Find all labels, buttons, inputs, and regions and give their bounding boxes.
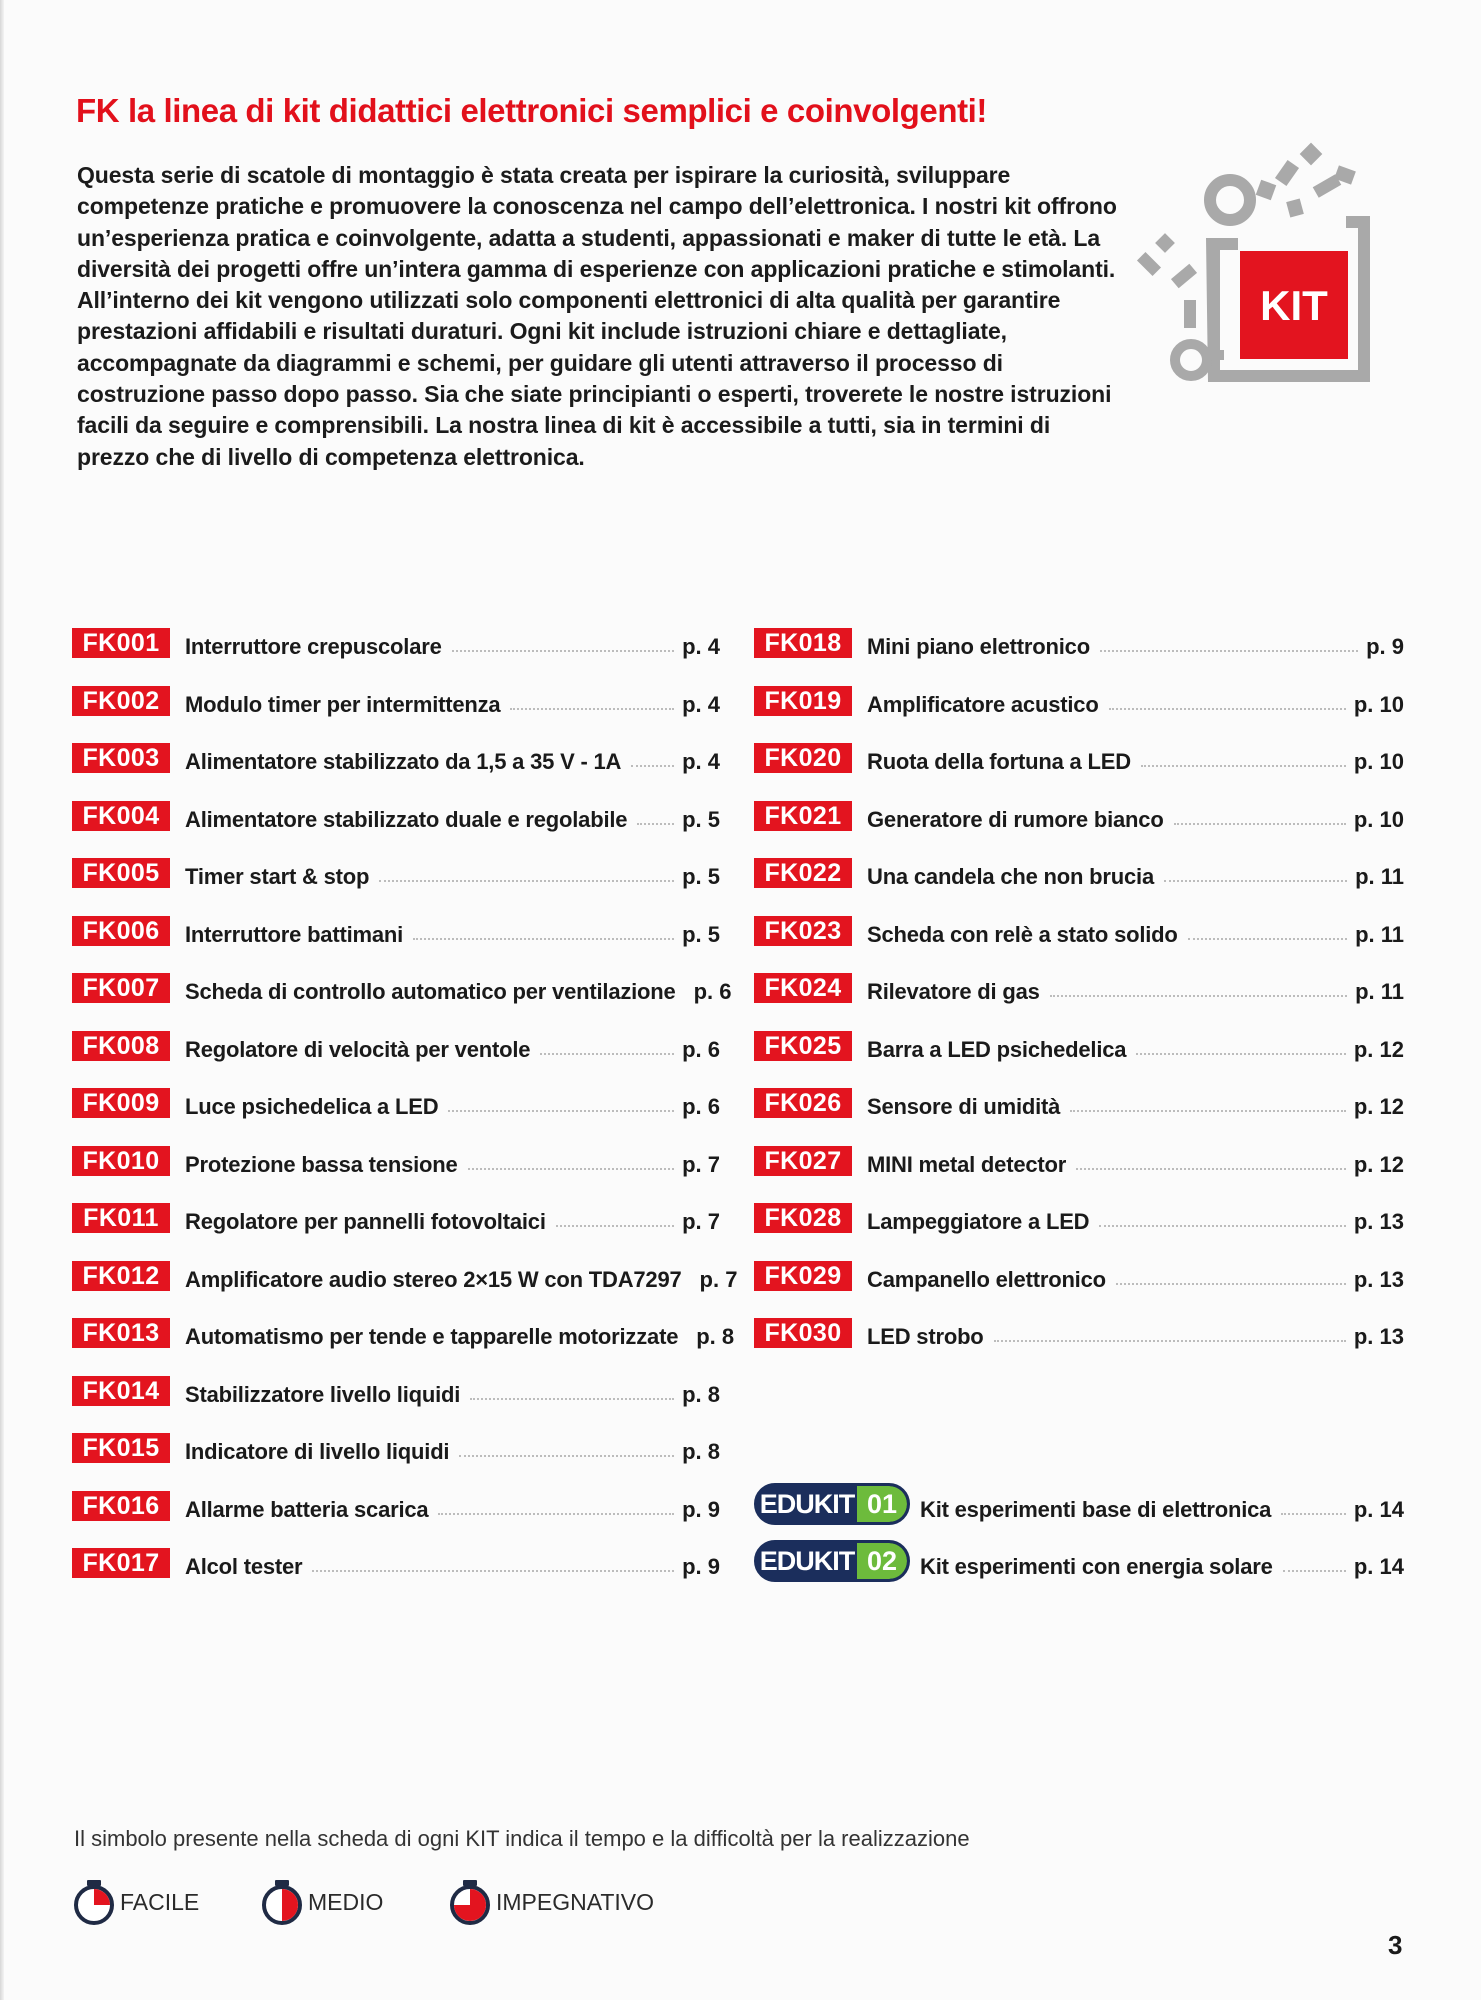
toc-row-fk028[interactable] <box>754 1205 1404 1239</box>
kit-page-ref: p. 4 <box>682 749 720 774</box>
toc-row-fk007[interactable] <box>72 974 732 1009</box>
toc-row-fk020[interactable] <box>754 745 1404 779</box>
edukit-number: 01 <box>857 1486 907 1522</box>
kit-code-badge: FK006 <box>72 916 170 946</box>
toc-row-fk009[interactable] <box>72 1090 720 1124</box>
toc-row-fk022[interactable] <box>754 860 1404 894</box>
kit-title: Luce psichedelica a LED <box>185 1094 439 1119</box>
intro-paragraph: Questa serie di scatole di montaggio è stata creata per ispirare la curiosità, sviluppare competenze pratiche e promuovere la conoscenza nel campo dell’elettronica. I nostri kit offrono un’esperienza pratica e coinvolgente, adatta a studenti, appassionati e maker di tutte le età. La diversità dei progetti offre un’intera gamma di esperienze con applicazioni pratiche e stimolanti. All’interno dei kit vengono utilizzati solo componenti elettronici di alta qualità per garantire prestazioni affidabili e risultati duraturi. Ogni kit include istruzioni chiare e dettagliate, accompagnate da diagrammi e schemi, per guidare gli utenti attraverso il processo di costruzione passo dopo passo. Sia che siate principianti o esperti, troverete le nostre istruzioni facili da seguire e comprensibili. La nostra linea di kit è accessibile a tutti, sia in termini di prezzo che di livello di competenza elettronica. <box>77 162 1117 470</box>
kit-title: Timer start & stop <box>185 864 370 889</box>
kit-title: Amplificatore audio stereo 2×15 W con TDA7297 <box>185 1266 682 1292</box>
kit-page-ref: p. 11 <box>1355 864 1404 889</box>
kit-code-badge: FK010 <box>72 1146 170 1176</box>
kit-page-ref: p. 9 <box>682 1554 720 1579</box>
edukit-brand: EDUKIT <box>759 1488 855 1519</box>
leader-dots <box>637 823 674 825</box>
toc-row-edukit01[interactable] <box>754 1488 1404 1527</box>
leader-dots <box>1164 880 1347 882</box>
difficulty-legend-text: Il simbolo presente nella scheda di ogni KIT indica il tempo e la difficoltà per la realizzazione <box>74 1826 970 1851</box>
toc-row-fk025[interactable] <box>754 1033 1404 1067</box>
leader-dots <box>631 765 674 767</box>
legend-label: IMPEGNATIVO <box>496 1888 655 1915</box>
toc-row-fk030[interactable] <box>754 1320 1404 1354</box>
toc-row-fk011[interactable] <box>72 1205 720 1239</box>
leader-dots <box>556 1225 674 1227</box>
stopwatch-three-quarter-icon <box>448 1878 492 1926</box>
toc-row-fk010[interactable] <box>72 1148 720 1182</box>
kit-code-badge: FK007 <box>72 973 170 1003</box>
kit-title: Scheda di controllo automatico per ventilazione <box>185 979 676 1004</box>
kit-code-badge: FK028 <box>754 1203 852 1233</box>
kit-page-ref: p. 10 <box>1353 691 1404 717</box>
legend-item-impegnativo <box>448 1878 654 1926</box>
kit-page-ref: p. 9 <box>682 1496 720 1522</box>
stopwatch-quarter-icon <box>72 1878 116 1926</box>
kit-page-ref: p. 14 <box>1353 1496 1404 1522</box>
leader-dots <box>468 1168 675 1170</box>
kit-page-ref: p. 13 <box>1353 1324 1404 1349</box>
page-title: FK la linea di kit didattici elettronici semplici e coinvolgenti! <box>76 92 988 129</box>
kit-code-badge: FK024 <box>754 973 852 1003</box>
toc-row-fk029[interactable] <box>754 1263 1404 1297</box>
kit-code-badge: FK004 <box>72 801 170 831</box>
kit-page-ref: p. 8 <box>696 1324 735 1349</box>
leader-dots <box>379 880 674 882</box>
kit-code-badge: FK014 <box>72 1376 170 1406</box>
kit-logo-label: KIT <box>1260 282 1328 329</box>
kit-page-ref: p. 9 <box>1366 634 1404 659</box>
kit-code-badge: FK020 <box>754 743 852 773</box>
kit-title: Regolatore per pannelli fotovoltaici <box>185 1209 546 1234</box>
legend-item-medio <box>260 1878 383 1926</box>
kit-page-ref: p. 8 <box>682 1381 720 1407</box>
kit-code-badge: FK023 <box>754 916 852 946</box>
kit-title: Kit esperimenti base di elettronica <box>920 1496 1272 1522</box>
toc-row-fk017[interactable] <box>72 1550 720 1584</box>
leader-dots <box>1070 1110 1346 1112</box>
toc-row-fk004[interactable] <box>72 803 720 837</box>
kit-code-badge: FK022 <box>754 858 852 888</box>
leader-dots <box>459 1455 674 1457</box>
leader-dots <box>1116 1283 1346 1285</box>
toc-row-fk005[interactable] <box>72 860 720 894</box>
kit-title: Amplificatore acustico <box>867 691 1099 717</box>
kit-code-badge: FK002 <box>72 686 170 716</box>
kit-title: Scheda con relè a stato solido <box>867 921 1178 947</box>
leader-dots <box>1281 1513 1346 1515</box>
toc-row-fk026[interactable] <box>754 1090 1404 1124</box>
kit-page-ref: p. 7 <box>682 1209 720 1234</box>
legend-label: MEDIO <box>308 1888 384 1915</box>
kit-title: Alimentatore stabilizzato duale e regolabile <box>185 806 628 832</box>
edukit-badge <box>754 1540 910 1582</box>
toc-row-fk016[interactable] <box>72 1493 720 1527</box>
leader-dots <box>994 1340 1346 1342</box>
toc-row-edukit02[interactable] <box>754 1546 1404 1584</box>
kit-code-badge: FK016 <box>72 1491 170 1521</box>
kit-page-ref: p. 11 <box>1355 979 1404 1004</box>
kit-title: Stabilizzatore livello liquidi <box>185 1381 461 1407</box>
toc-row-fk027[interactable] <box>754 1148 1404 1182</box>
kit-title: Regolatore di velocità per ventole <box>185 1036 531 1062</box>
difficulty-legend <box>72 1878 772 1926</box>
edukit-brand: EDUKIT <box>759 1546 855 1576</box>
leader-dots <box>1109 708 1346 710</box>
kit-page-ref: p. 10 <box>1353 806 1404 832</box>
kit-title: Una candela che non brucia <box>867 864 1154 889</box>
leader-dots <box>1174 823 1346 825</box>
toc-row-fk024[interactable] <box>754 975 1404 1009</box>
toc-row-fk003[interactable] <box>72 745 720 779</box>
kit-title: Lampeggiatore a LED <box>867 1209 1090 1234</box>
kit-page-ref: p. 5 <box>682 921 720 947</box>
kit-code-badge: FK021 <box>754 801 852 831</box>
kit-code-badge: FK008 <box>72 1031 170 1061</box>
kit-title: Kit esperimenti con energia solare <box>920 1554 1273 1579</box>
leader-dots <box>1136 1053 1346 1055</box>
page-number: 3 <box>1388 1930 1403 1960</box>
kit-page-ref: p. 4 <box>682 634 720 659</box>
toc-row-fk008[interactable] <box>72 1033 720 1067</box>
kit-code-badge: FK026 <box>754 1088 852 1118</box>
kit-page-ref: p. 11 <box>1355 921 1404 947</box>
kit-title: LED strobo <box>867 1324 984 1349</box>
legend-label: FACILE <box>120 1888 200 1915</box>
kit-code-badge: FK011 <box>72 1203 170 1233</box>
toc-row-fk014[interactable] <box>72 1378 720 1412</box>
kit-code-badge: FK009 <box>72 1088 170 1118</box>
leader-dots <box>1099 1225 1346 1227</box>
kit-title: MINI metal detector <box>867 1151 1067 1177</box>
kit-title: Sensore di umidità <box>867 1094 1061 1119</box>
kit-page-ref: p. 7 <box>682 1151 720 1177</box>
kit-page-ref: p. 12 <box>1353 1151 1404 1177</box>
leader-dots <box>1100 650 1358 652</box>
kit-page-ref: p. 13 <box>1353 1266 1404 1292</box>
kit-page-ref: p. 6 <box>682 1036 720 1062</box>
kit-title: Mini piano elettronico <box>867 634 1090 659</box>
toc-row-fk021[interactable] <box>754 803 1404 837</box>
leader-dots <box>470 1398 674 1400</box>
kit-page-ref: p. 13 <box>1353 1209 1404 1234</box>
kit-title: Protezione bassa tensione <box>185 1151 458 1177</box>
kit-title: Barra a LED psichedelica <box>867 1036 1127 1062</box>
kit-code-badge: FK013 <box>72 1318 170 1348</box>
leader-dots <box>510 708 674 710</box>
leader-dots <box>452 650 674 652</box>
stopwatch-half-icon <box>260 1878 304 1926</box>
legend-item-facile <box>72 1878 199 1926</box>
kit-page-ref: p. 6 <box>693 979 732 1004</box>
kit-code-badge: FK030 <box>754 1318 852 1348</box>
kit-title: Allarme batteria scarica <box>185 1496 429 1522</box>
leader-dots <box>448 1110 674 1112</box>
kit-page-ref: p. 10 <box>1353 749 1404 774</box>
kit-code-badge: FK025 <box>754 1031 852 1061</box>
kit-title: Indicatore di livello liquidi <box>185 1439 450 1464</box>
page-edge-shadow <box>0 0 4 2000</box>
kit-logo <box>1128 140 1378 390</box>
toc-row-fk012[interactable] <box>72 1261 738 1297</box>
kit-code-badge: FK001 <box>72 628 170 658</box>
leader-dots <box>1188 938 1347 940</box>
toc-row-fk015[interactable] <box>72 1435 720 1469</box>
kit-page-ref: p. 8 <box>682 1439 720 1464</box>
leader-dots <box>1141 765 1346 767</box>
kit-code-badge: FK027 <box>754 1146 852 1176</box>
kit-title: Interruttore battimani <box>185 921 404 947</box>
kit-title: Alimentatore stabilizzato da 1,5 a 35 V - 1A <box>185 749 622 774</box>
kit-title: Generatore di rumore bianco <box>867 806 1164 832</box>
toc-row-fk001[interactable] <box>72 630 720 664</box>
kit-page-ref: p. 4 <box>682 691 720 717</box>
kit-code-badge: FK015 <box>72 1433 170 1463</box>
toc-row-fk019[interactable] <box>754 688 1404 722</box>
kit-title: Automatismo per tende e tapparelle motorizzate <box>185 1324 679 1349</box>
kit-code-badge: FK003 <box>72 743 170 773</box>
kit-code-badge: FK029 <box>754 1261 852 1291</box>
kit-page-ref: p. 12 <box>1353 1094 1404 1119</box>
toc-row-fk006[interactable] <box>72 918 720 952</box>
leader-dots <box>540 1053 674 1055</box>
kit-code-badge: FK019 <box>754 686 852 716</box>
leader-dots <box>1050 995 1347 997</box>
toc-row-fk023[interactable] <box>754 918 1404 952</box>
kit-code-badge: FK017 <box>72 1548 170 1578</box>
kit-page-ref: p. 7 <box>699 1266 738 1292</box>
kit-page-ref: p. 6 <box>682 1094 720 1119</box>
kit-page-ref: p. 5 <box>682 806 720 832</box>
kit-title: Alcol tester <box>185 1554 303 1579</box>
edukit-badge <box>754 1483 910 1525</box>
kit-page-ref: p. 5 <box>682 864 720 889</box>
kit-logo-gear <box>1210 180 1250 220</box>
toc-row-fk002[interactable] <box>72 688 720 722</box>
kit-code-badge: FK018 <box>754 628 852 658</box>
leader-dots <box>1283 1570 1346 1572</box>
leader-dots <box>312 1570 674 1572</box>
kit-title: Rilevatore di gas <box>867 979 1040 1004</box>
kit-title: Campanello elettronico <box>867 1266 1106 1292</box>
leader-dots <box>1076 1168 1346 1170</box>
toc-row-fk013[interactable] <box>72 1319 735 1354</box>
leader-dots <box>438 1513 674 1515</box>
edukit-number: 02 <box>857 1543 907 1579</box>
kit-page-ref: p. 12 <box>1353 1036 1404 1062</box>
kit-title: Modulo timer per intermittenza <box>185 691 501 717</box>
kit-title: Ruota della fortuna a LED <box>867 749 1131 774</box>
kit-code-badge: FK005 <box>72 858 170 888</box>
kit-page-ref: p. 14 <box>1353 1554 1404 1579</box>
leader-dots <box>413 938 674 940</box>
kit-code-badge: FK012 <box>72 1261 170 1291</box>
toc-row-fk018[interactable] <box>754 630 1404 664</box>
kit-title: Interruttore crepuscolare <box>185 634 442 659</box>
